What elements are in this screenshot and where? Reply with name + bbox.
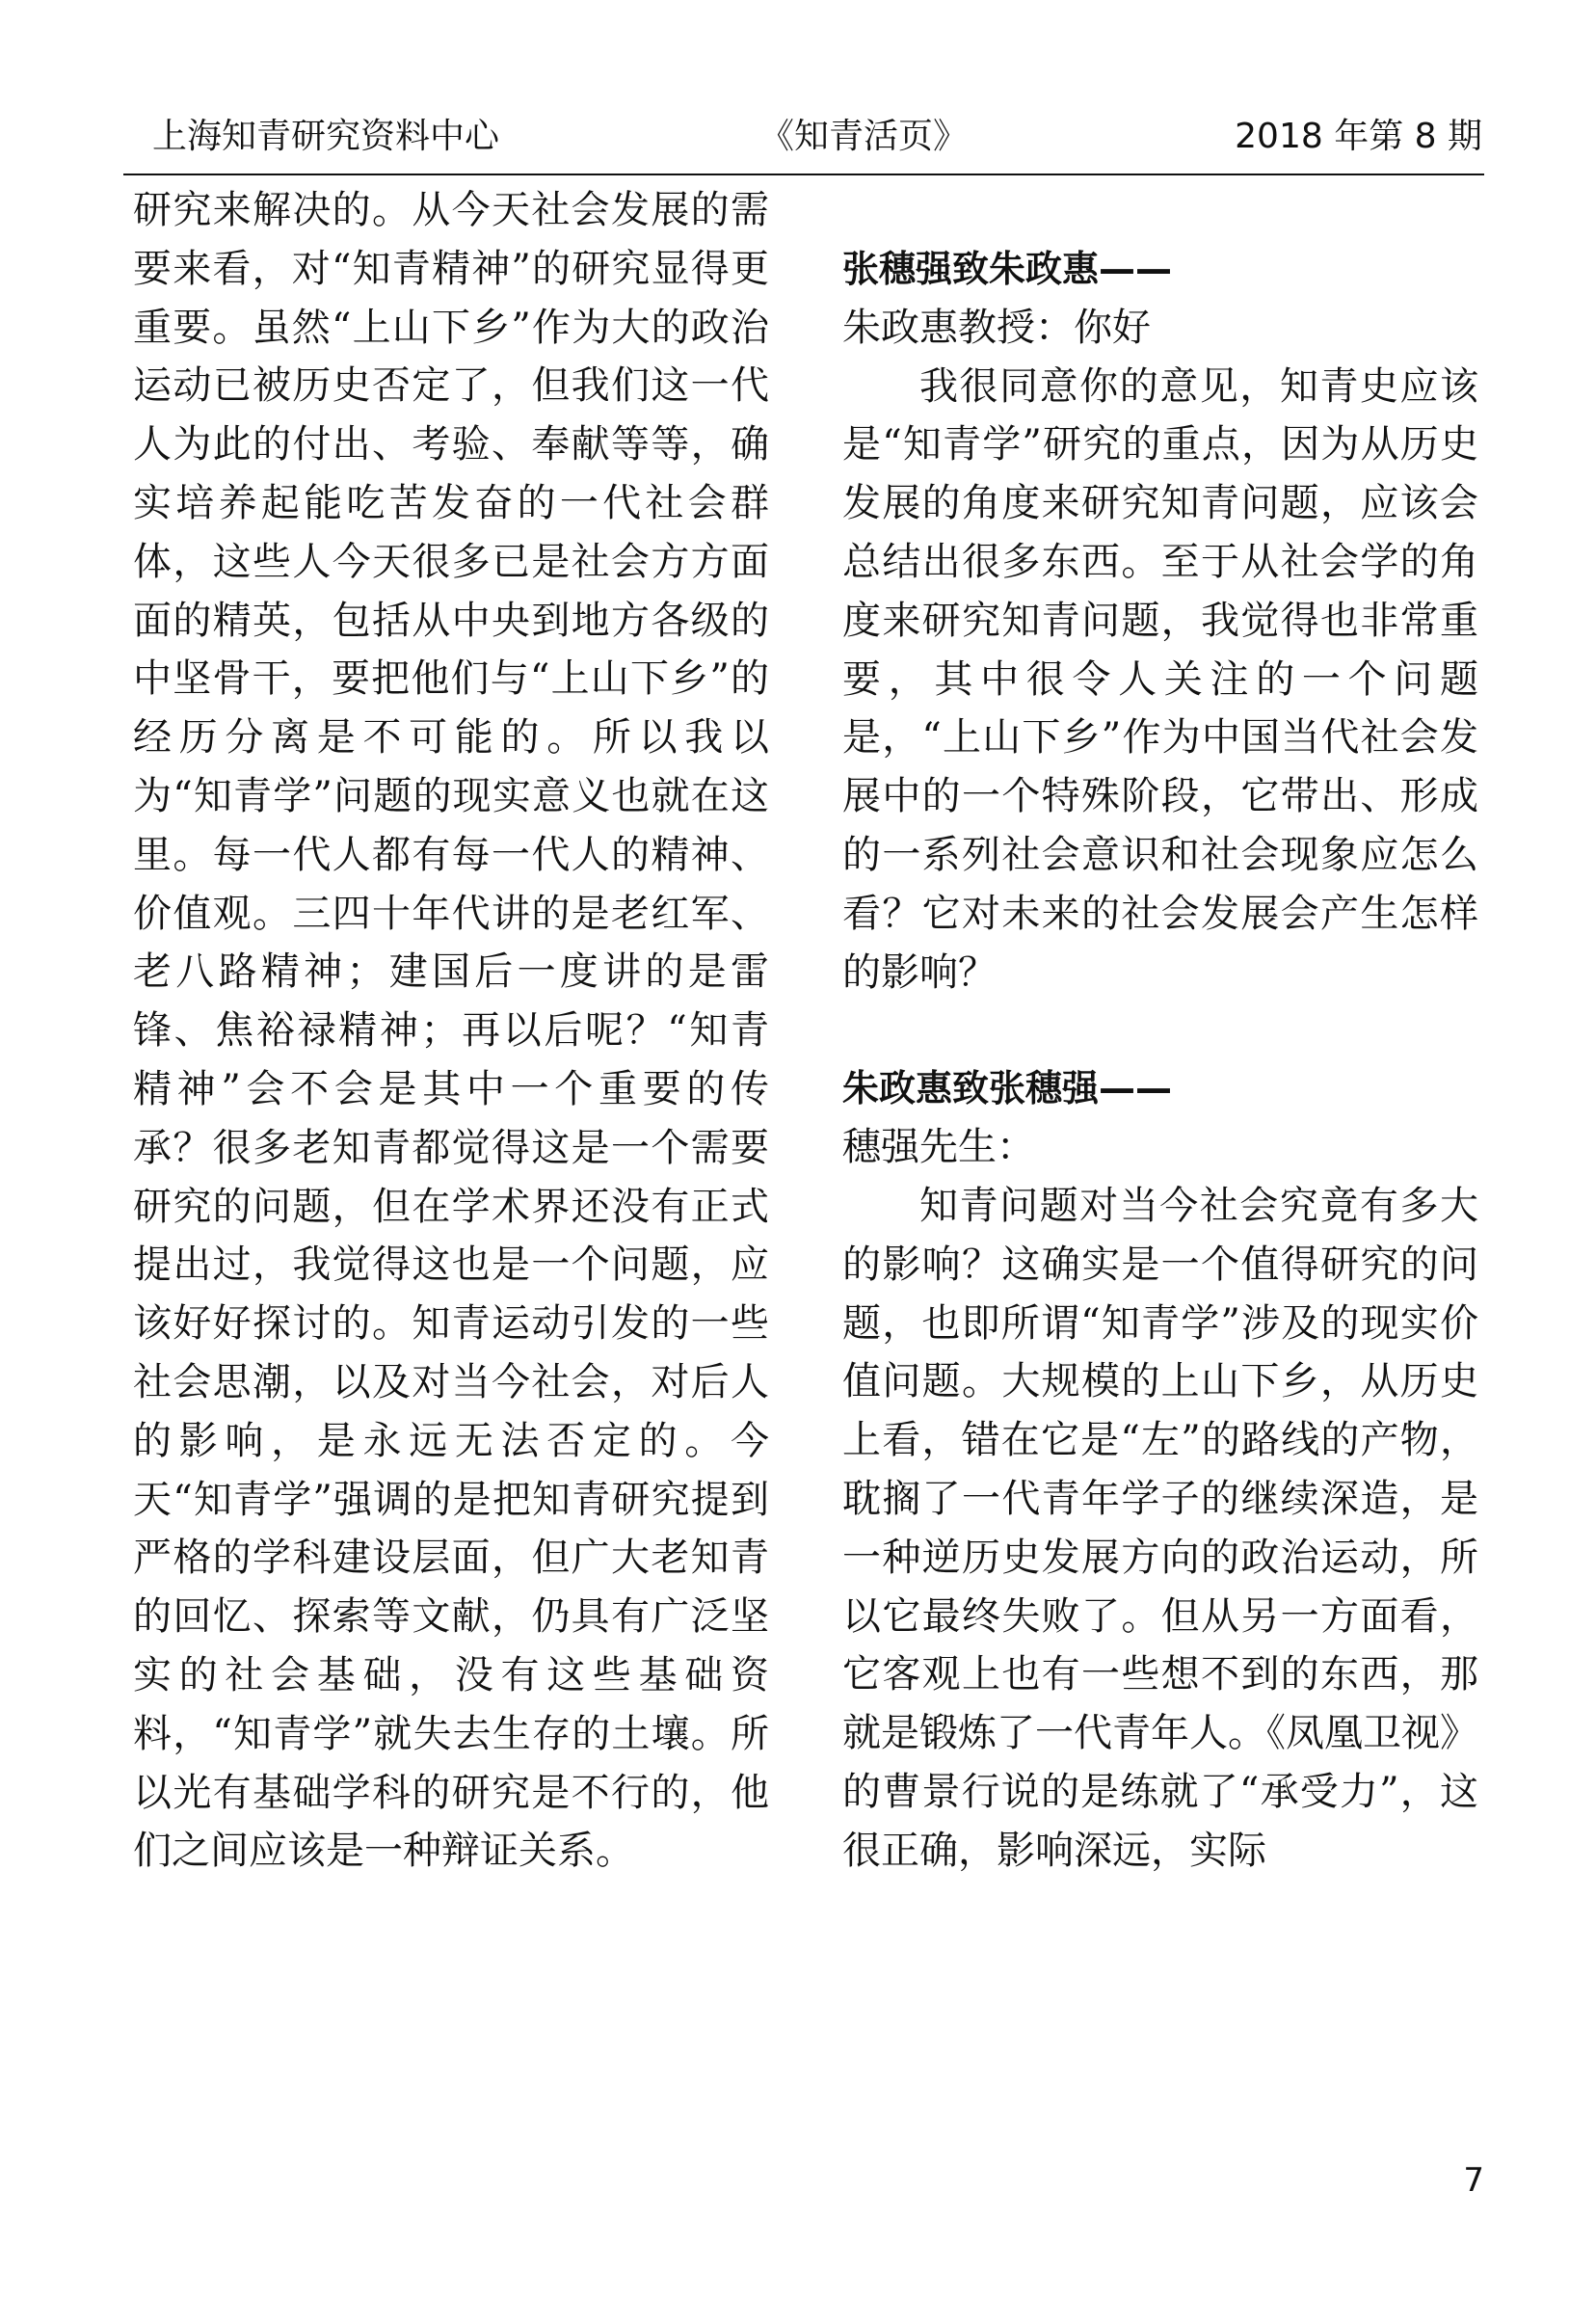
- header-publisher: 上海知青研究资料中心: [152, 117, 500, 156]
- header-issue: 2018 年第 8 期: [1235, 117, 1482, 156]
- letter-zhang-to-zhu: [842, 240, 1478, 1002]
- left-column: [133, 181, 769, 1881]
- letter-greeting: 穗强先生：: [842, 1125, 1035, 1170]
- letter-body: 知青问题对当今社会究竟有多大的影响？这确实是一个值得研究的问题，也即所谓“知青学”涉及的现实价值问题。大规模的上山下乡，从历史上看，错在它是“左”的路线的产物，耽搁了一代青年学子的继续深造，是一种逆历史发展方向的政治运动，所以它最终失败了。但从另一方面看，它客观上也有一些想不到的东西，那就是锻炼了一代青年人。《凤凰卫视》的曹景行说的是练就了“承受力”，这很正确，影响深远，实际: [842, 1183, 1478, 1873]
- header-journal-title: 《知青活页》: [759, 117, 969, 156]
- letter-zhu-to-zhang: [842, 1059, 1478, 1880]
- right-column: [842, 240, 1478, 1881]
- letter-title: 朱政惠致张穗强——: [842, 1067, 1173, 1110]
- running-header: [133, 108, 1482, 166]
- letter-spacer: [842, 1002, 1478, 1059]
- page-number: 7: [1463, 2161, 1484, 2200]
- letter-greeting: 朱政惠教授：你好: [842, 305, 1151, 350]
- left-column-paragraph: 研究来解决的。从今天社会发展的需要来看，对“知青精神”的研究显得更重要。虽然“上山下乡”作为大的政治运动已被历史否定了，但我们这一代人为此的付出、考验、奉献等等，确实培养起能吃苦发奋的一代社会群体，这些人今天很多已是社会方方面面的精英，包括从中央到地方各级的中坚骨干，要把他们与“上山下乡”的经历分离是不可能的。所以我以为“知青学”问题的现实意义也就在这里。每一代人都有每一代人的精神、价值观。三四十年代讲的是老红军、老八路精神；建国后一度讲的是雷锋、焦裕禄精神；再以后呢？“知青精神”会不会是其中一个重要的传承？很多老知青都觉得这是一个需要研究的问题，但在学术界还没有正式提出过，我觉得这也是一个问题，应该好好探讨的。知青运动引发的一些社会思潮，以及对当今社会，对后人的影响，是永远无法否定的。今天“知青学”强调的是把知青研究提到严格的学科建设层面，但广大老知青的回忆、探索等文献，仍具有广泛坚实的社会基础，没有这些基础资料，“知青学”就失去生存的土壤。所以光有基础学科的研究是不行的，他们之间应该是一种辩证关系。: [133, 188, 769, 1874]
- letter-body: 我很同意你的意见，知青史应该是“知青学”研究的重点，因为从历史发展的角度来研究知青问题，应该会总结出很多东西。至于从社会学的角度来研究知青问题，我觉得也非常重要，其中很令人关注的一个问题是，“上山下乡”作为中国当代社会发展中的一个特殊阶段，它带出、形成的一系列社会意识和社会现象应怎么看？它对未来的社会发展会产生怎样的影响？: [842, 363, 1478, 995]
- header-divider: [123, 174, 1484, 175]
- letter-title: 张穗强致朱政惠——: [842, 248, 1173, 290]
